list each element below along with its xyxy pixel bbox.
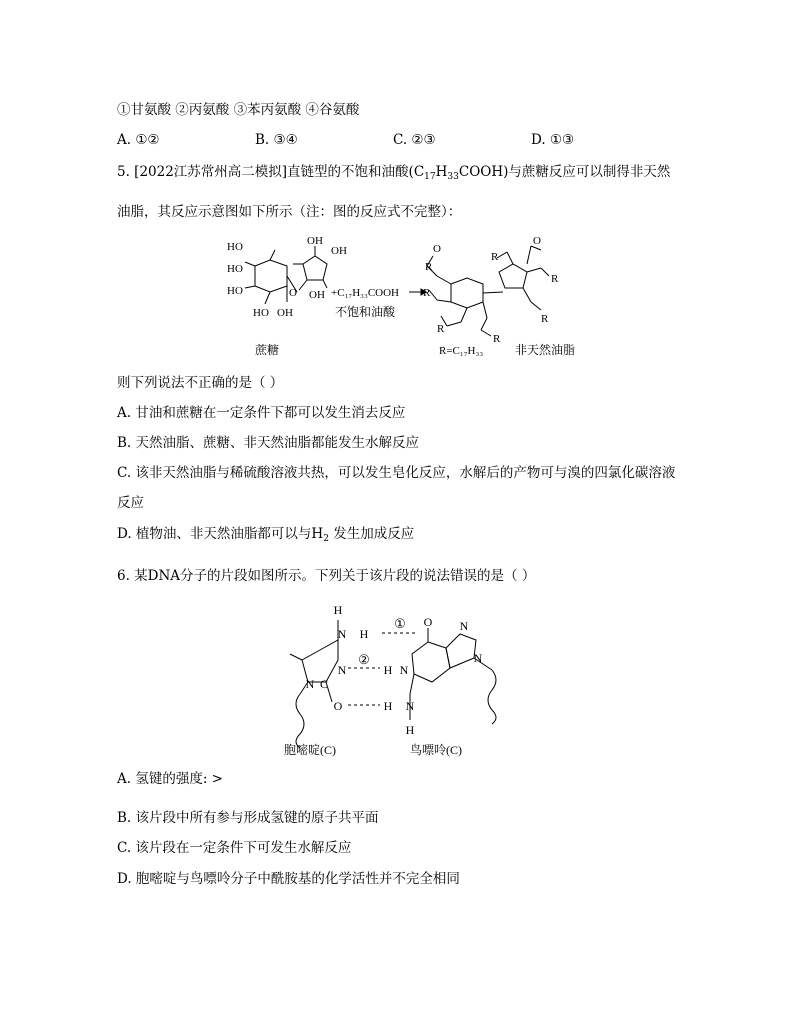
- r-label-1: R: [425, 261, 433, 273]
- reagent-formula: +C₁₇H₃₃COOH: [331, 287, 399, 299]
- atom-n-cytosine-1: N: [305, 677, 315, 691]
- q5-question: 则下列说法不正确的是（ ）: [117, 375, 284, 391]
- atom-n-guanine-9: N: [473, 651, 483, 665]
- atom-c-cytosine: C: [319, 677, 329, 691]
- q6-option-d[interactable]: D. 胞嘧啶与鸟嘌呤分子中酰胺基的化学活性并不完全相同: [117, 871, 460, 887]
- q5-option-a[interactable]: A. 甘油和蔗糖在一定条件下都可以发生消去反应: [117, 405, 406, 421]
- bond-2-label: ②: [358, 652, 370, 667]
- atom-n-guanine-1: N: [399, 663, 409, 677]
- r-label-7: R: [493, 333, 501, 345]
- atom-n-guanine-amine: N: [405, 699, 415, 713]
- bond-1-label: ①: [394, 616, 406, 631]
- q5-option-b[interactable]: B. 天然油脂、蔗糖、非天然油脂都能发生水解反应: [117, 435, 420, 451]
- atom-h-top: H: [333, 603, 343, 617]
- q5-option-d[interactable]: D. 植物油、非天然油脂都可以与$H_2$ 发生加成反应: [117, 526, 415, 544]
- q4-option-c[interactable]: C. ②③: [393, 132, 436, 148]
- product-label: 非天然油脂: [514, 343, 576, 357]
- r-label-6: R: [541, 313, 549, 325]
- q5-option-c[interactable]: C. 该非天然油脂与稀硫酸溶液共热，可以发生皂化反应，水解后的产物可与溴的四氯化碳溶液: [117, 465, 676, 481]
- cytosine-label: 胞嘧啶(C): [284, 743, 336, 757]
- atom-h-guanine-amine: H: [383, 699, 393, 713]
- oh-label-1: HO: [227, 263, 243, 275]
- r-definition: R=C₁₇H₃₃: [439, 345, 484, 357]
- sucrose-esterification-figure: [215, 236, 590, 364]
- r-label-4: R: [491, 251, 499, 263]
- q4-items: ①甘氨酸 ②丙氨酸 ③苯丙氨酸 ④谷氨酸: [117, 102, 360, 118]
- oh-label-3: HO: [253, 307, 269, 319]
- atom-h-guanine-1: H: [383, 663, 393, 677]
- oh-label-8: OH: [309, 289, 325, 301]
- q6-option-b[interactable]: B. 该片段中所有参与形成氢键的原子共平面: [117, 810, 379, 826]
- q4-option-a[interactable]: A. ①②: [117, 132, 160, 148]
- o-label-3: O: [533, 236, 541, 247]
- oh-label-6: OH: [307, 236, 323, 247]
- atom-h-bottom: H: [405, 723, 415, 737]
- r-label-5: R: [551, 273, 559, 285]
- q5-stem: 5. [2022江苏常州高二模拟]直链型的不饱和油酸$(C_{17}H_{33}COOH)$与蔗糖反应可以制得非天然: [117, 164, 671, 182]
- q5-option-c-cont: 反应: [117, 495, 144, 511]
- dna-base-pair-figure: [280, 598, 520, 760]
- q4-option-b[interactable]: B. ③④: [255, 132, 298, 148]
- q6-option-c[interactable]: C. 该片段在一定条件下可发生水解反应: [117, 840, 352, 856]
- r-label-2: R: [423, 287, 431, 299]
- q6-stem: 6. 某DNA分子的片段如图所示。下列关于该片段的说法错误的是（ ）: [117, 568, 536, 584]
- o-label-1: O: [289, 287, 297, 299]
- oh-label-2: HO: [227, 285, 243, 297]
- atom-o-guanine: O: [423, 615, 433, 629]
- oh-label-4: OH: [277, 307, 293, 319]
- q5-stem-line2: 油脂，其反应示意图如下所示（注：图的反应式不完整）：: [117, 204, 462, 220]
- q4-options: [117, 132, 717, 150]
- guanine-label: 鸟嘌呤(C): [410, 743, 462, 757]
- atom-o-cytosine: O: [333, 699, 343, 713]
- q4-option-d[interactable]: D. ①③: [531, 132, 575, 148]
- reagent-label: 不饱和油酸: [334, 305, 396, 319]
- r-label-3: R: [437, 323, 445, 335]
- atom-n-amine: N: [337, 627, 347, 641]
- q6-option-a[interactable]: A. 氢键的强度: >: [117, 771, 223, 787]
- oh-label-7: OH: [331, 245, 347, 257]
- sucrose-label: 蔗糖: [254, 343, 280, 357]
- o-label-2: O: [433, 243, 441, 255]
- atom-h-amine: H: [359, 627, 369, 641]
- atom-n-guanine-7: N: [459, 619, 469, 633]
- atom-n-cytosine-3: N: [337, 663, 347, 677]
- oh-label-5: HO: [227, 241, 243, 253]
